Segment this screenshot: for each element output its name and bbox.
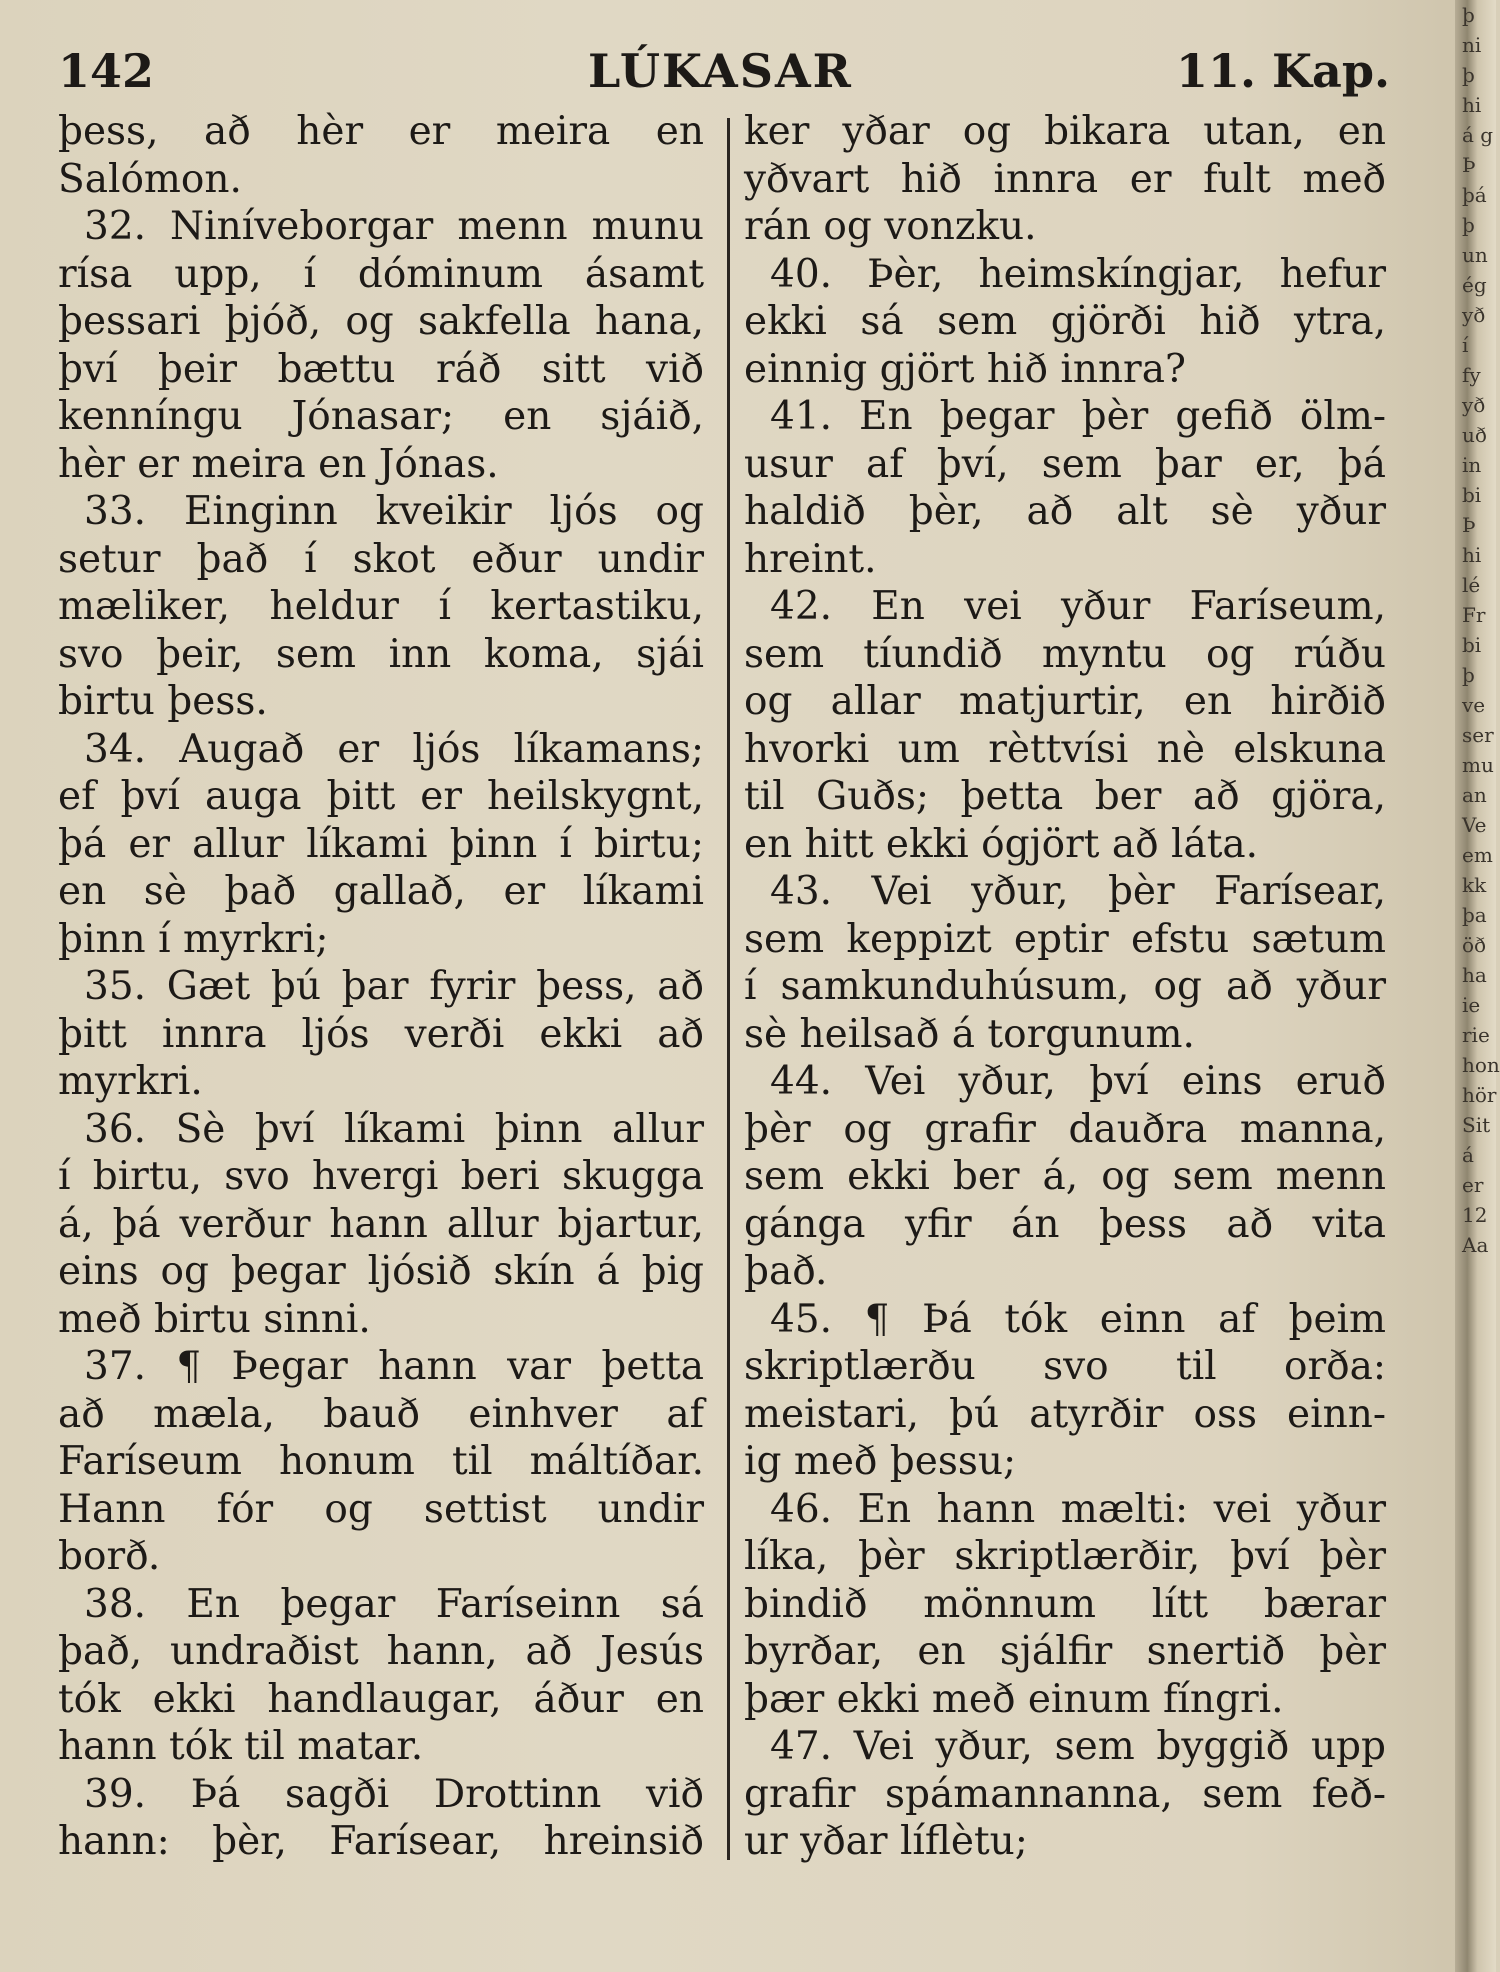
text-line: ekki sá sem gjörði hið ytra, xyxy=(744,299,1386,344)
text-line: í birtu, svo hvergi beri skugga xyxy=(58,1154,704,1199)
text-line: það, undraðist hann, að Jesús xyxy=(58,1629,704,1674)
text-line: ig með þessu; xyxy=(744,1439,1017,1484)
text-line: 42. En vei yður Faríseum, xyxy=(770,584,1386,629)
text-line: að mæla, bauð einhver af xyxy=(58,1391,704,1437)
edge-fragment: hon xyxy=(1462,1053,1500,1077)
edge-fragment: kk xyxy=(1462,873,1487,897)
edge-fragment: Ve xyxy=(1462,813,1487,837)
text-line: þessari þjóð, og sakfella hana, xyxy=(58,299,704,344)
text-line: Faríseum honum til máltíðar. xyxy=(58,1439,704,1484)
text-line: ker yðar og bikara utan, en xyxy=(744,109,1386,154)
chapter-label: 11. Kap. xyxy=(1175,44,1390,98)
text-line: setur það í skot eður undir xyxy=(58,536,704,582)
edge-fragment: in xyxy=(1462,453,1482,477)
text-line: myrkri. xyxy=(58,1059,203,1104)
text-line: Hann fór og settist undir xyxy=(58,1486,704,1532)
edge-fragment: em xyxy=(1462,843,1493,867)
text-line: þitt innra ljós verði ekki að xyxy=(58,1011,704,1057)
edge-fragment: yð xyxy=(1462,393,1486,417)
next-page-edge xyxy=(1462,0,1500,1972)
edge-fragment: hör xyxy=(1462,1083,1497,1107)
edge-fragment: ve xyxy=(1462,693,1486,717)
text-line: yðvart hið innra er fult með xyxy=(744,156,1386,202)
edge-fragment: hi xyxy=(1462,93,1482,117)
text-line: einnig gjört hið innra? xyxy=(744,346,1186,392)
edge-fragment: þ xyxy=(1462,63,1475,87)
text-line: sem ekki ber á, og sem menn xyxy=(744,1154,1386,1199)
edge-fragment: ha xyxy=(1462,963,1487,987)
edge-fragment: á xyxy=(1462,1143,1474,1167)
text-line: birtu þess. xyxy=(58,679,268,724)
text-line: hann tók til matar. xyxy=(58,1724,424,1769)
edge-fragment: hi xyxy=(1462,543,1482,567)
edge-fragment: an xyxy=(1462,783,1487,807)
edge-fragment: þ xyxy=(1462,663,1475,687)
book-title: LÚKASAR xyxy=(588,44,853,98)
edge-fragment: Þ xyxy=(1462,513,1476,537)
text-line: grafir spámannanna, sem feð- xyxy=(744,1771,1386,1817)
text-line: 47. Vei yður, sem byggið upp xyxy=(770,1724,1386,1769)
text-line: 45. ¶ Þá tók einn af þeim xyxy=(770,1296,1386,1342)
edge-fragment: þá xyxy=(1462,183,1487,207)
text-line: þess, að hèr er meira en xyxy=(58,109,704,154)
text-line: þèr og grafir dauðra manna, xyxy=(744,1106,1386,1152)
edge-fragment: ég xyxy=(1462,273,1487,297)
edge-fragment: þa xyxy=(1462,903,1487,927)
text-line: til Guðs; þetta ber að gjöra, xyxy=(744,774,1386,819)
left-text-column xyxy=(58,108,704,1866)
text-line: borð. xyxy=(58,1534,161,1579)
text-line: mæliker, heldur í kertastiku, xyxy=(58,584,704,629)
text-line: á, þá verður hann allur bjartur, xyxy=(58,1201,704,1247)
text-line: þær ekki með einum fíngri. xyxy=(744,1676,1284,1722)
text-line: þinn í myrkri; xyxy=(58,916,329,962)
text-line: 33. Einginn kveikir ljós og xyxy=(84,489,704,534)
text-line: 46. En hann mælti: vei yður xyxy=(770,1486,1386,1532)
edge-fragment: fy xyxy=(1462,363,1481,387)
text-line: en hitt ekki ógjört að láta. xyxy=(744,821,1259,867)
right-text-column xyxy=(744,108,1386,1866)
text-line: með birtu sinni. xyxy=(58,1296,371,1342)
text-line: tók ekki handlaugar, áður en xyxy=(58,1676,704,1722)
text-line: svo þeir, sem inn koma, sjái xyxy=(58,631,704,677)
edge-fragment: mu xyxy=(1462,753,1494,777)
edge-fragment: lé xyxy=(1462,573,1481,597)
text-line: hann: þèr, Farísear, hreinsið xyxy=(58,1819,704,1864)
edge-fragment: bi xyxy=(1462,633,1482,657)
text-line: hreint. xyxy=(744,536,877,582)
text-line: 43. Vei yður, þèr Farísear, xyxy=(770,869,1386,914)
text-line: 34. Augað er ljós líkamans; xyxy=(84,726,704,772)
text-line: sè heilsað á torgunum. xyxy=(744,1011,1195,1057)
edge-fragment: öð xyxy=(1462,933,1487,957)
edge-fragment: Sit xyxy=(1462,1113,1491,1137)
text-line: því þeir bættu ráð sitt við xyxy=(58,346,704,392)
edge-fragment: yð xyxy=(1462,303,1486,327)
text-line: ef því auga þitt er heilskygnt, xyxy=(58,774,704,819)
text-line: 40. Þèr, heimskíngjar, hefur xyxy=(770,251,1386,297)
text-line: 39. Þá sagði Drottinn við xyxy=(84,1771,704,1817)
edge-fragment: rie xyxy=(1462,1023,1490,1047)
text-line: gánga yfir án þess að vita xyxy=(744,1201,1386,1247)
edge-fragment: er xyxy=(1462,1173,1484,1197)
edge-fragment: un xyxy=(1462,243,1488,267)
edge-fragment: Fr xyxy=(1462,603,1486,627)
text-line: Salómon. xyxy=(58,156,242,202)
text-line: líka, þèr skriptlærðir, því þèr xyxy=(744,1534,1386,1579)
edge-fragment: Þ xyxy=(1462,153,1476,177)
edge-fragment: í xyxy=(1462,333,1469,357)
text-line: eins og þegar ljósið skín á þig xyxy=(58,1249,704,1294)
text-line: rísa upp, í dóminum ásamt xyxy=(58,251,704,297)
text-line: en sè það gallað, er líkami xyxy=(58,869,704,914)
text-line: og allar matjurtir, en hirðið xyxy=(744,679,1386,724)
text-line: 38. En þegar Faríseinn sá xyxy=(84,1581,704,1627)
text-line: 44. Vei yður, því eins eruð xyxy=(770,1059,1386,1104)
column-divider xyxy=(727,118,730,1860)
text-line: 36. Sè því líkami þinn allur xyxy=(84,1106,704,1152)
edge-fragment: þ xyxy=(1462,213,1475,237)
running-header xyxy=(58,44,1390,104)
text-line: 41. En þegar þèr gefið ölm- xyxy=(770,394,1386,439)
text-line: bindið mönnum lítt bærar xyxy=(744,1581,1386,1627)
edge-fragment: á g xyxy=(1462,123,1494,147)
edge-fragment: 12 xyxy=(1462,1203,1488,1227)
text-line: sem tíundið myntu og rúðu xyxy=(744,631,1386,677)
edge-fragment: ni xyxy=(1462,33,1482,57)
text-line: meistari, þú atyrðir oss einn- xyxy=(744,1391,1386,1437)
text-line: í samkunduhúsum, og að yður xyxy=(744,964,1386,1009)
text-line: kenníngu Jónasar; en sjáið, xyxy=(58,394,704,439)
edge-fragment: Aa xyxy=(1462,1233,1489,1257)
text-line: haldið þèr, að alt sè yður xyxy=(744,489,1386,534)
edge-fragment: uð xyxy=(1462,423,1487,447)
text-line: skriptlærðu svo til orða: xyxy=(744,1344,1386,1389)
text-line: ur yðar líflètu; xyxy=(744,1819,1028,1864)
edge-fragment: ser xyxy=(1462,723,1494,747)
text-line: það. xyxy=(744,1249,828,1294)
text-line: 32. Niníveborgar menn munu xyxy=(84,204,704,249)
text-line: rán og vonzku. xyxy=(744,204,1037,249)
text-line: 37. ¶ Þegar hann var þetta xyxy=(84,1344,704,1389)
text-line: hèr er meira en Jónas. xyxy=(58,441,499,487)
text-line: þá er allur líkami þinn í birtu; xyxy=(58,821,704,867)
text-line: usur af því, sem þar er, þá xyxy=(744,441,1386,487)
text-line: 35. Gæt þú þar fyrir þess, að xyxy=(84,964,704,1009)
edge-fragment: ie xyxy=(1462,993,1481,1017)
page-number: 142 xyxy=(58,44,155,98)
text-line: byrðar, en sjálfir snertið þèr xyxy=(744,1629,1386,1674)
text-line: sem keppizt eptir efstu sætum xyxy=(744,916,1386,962)
text-line: hvorki um rèttvísi nè elskuna xyxy=(744,726,1386,772)
edge-fragment: þ xyxy=(1462,3,1475,27)
edge-fragment: bi xyxy=(1462,483,1482,507)
